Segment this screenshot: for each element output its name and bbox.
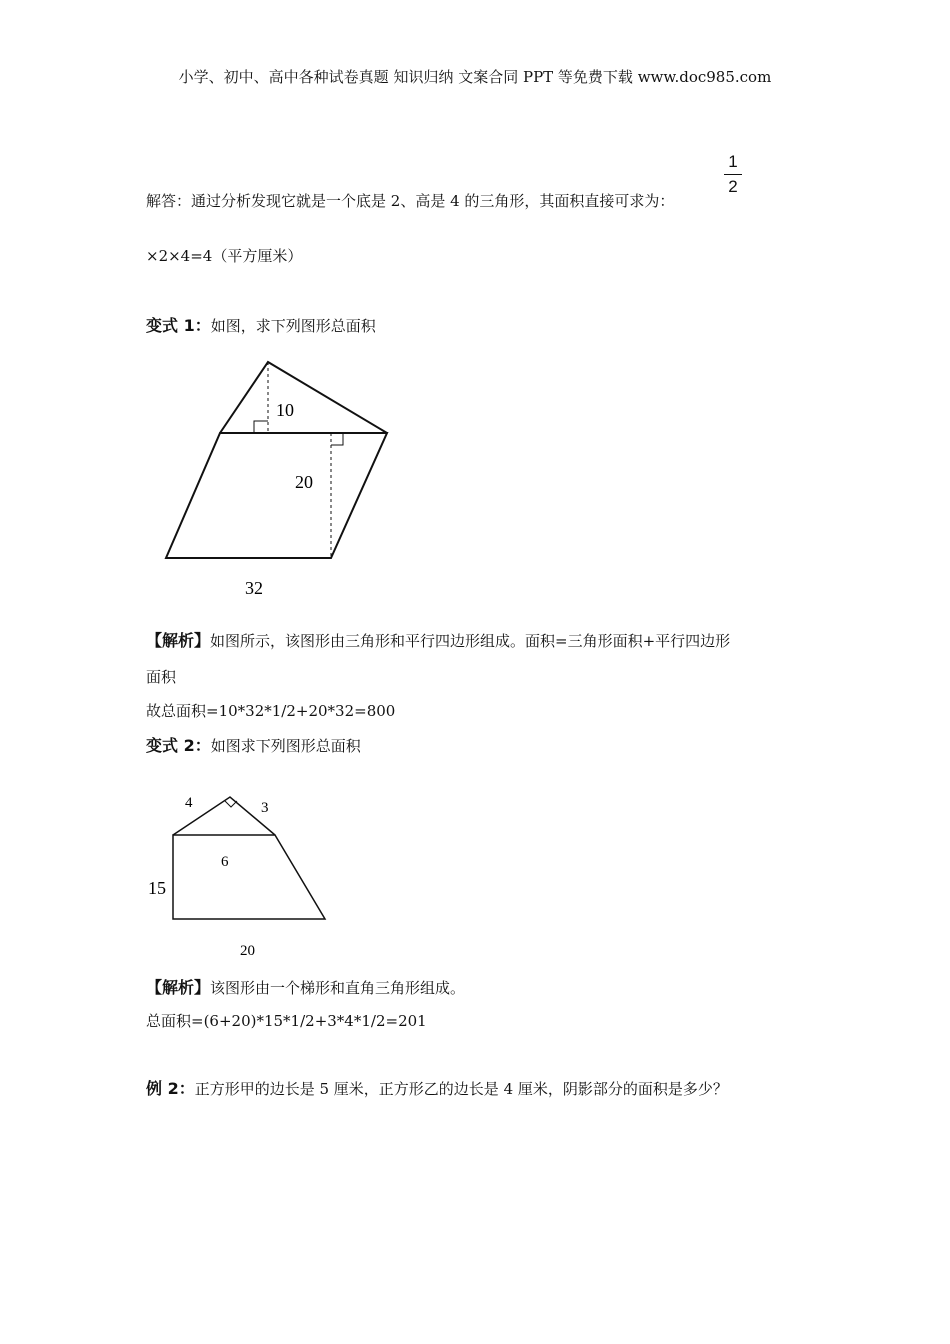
- analysis-text: 如图所示，该图形由三角形和平行四边形组成。面积=三角形面积+平行四边形: [210, 632, 731, 650]
- answer-continuation: ×2×4=4（平方厘米）: [146, 247, 303, 265]
- variant2-heading: [146, 733, 361, 756]
- variant1-heading: [146, 313, 376, 336]
- example2-question: 正方形甲的边长是 5 厘米，正方形乙的边长是 4 厘米，阴影部分的面积是多少？: [194, 1080, 728, 1098]
- fraction-one-half: [724, 152, 742, 197]
- example2-label: 例 2：: [146, 1079, 195, 1098]
- variant2-analysis: [146, 975, 465, 998]
- top-length-label: 6: [221, 854, 229, 870]
- fraction-denominator: 2: [728, 177, 738, 196]
- triangle-shape: [220, 362, 387, 433]
- trapezoid-shape: [173, 835, 325, 919]
- variant1-analysis-cont: 面积: [146, 668, 177, 686]
- analysis-text-2: 该图形由一个梯形和直角三角形组成。: [210, 979, 466, 997]
- triangle-height-label: 10: [276, 400, 294, 420]
- variant2-result: 总面积=(6+20)*15*1/2+3*4*1/2=201: [146, 1012, 427, 1030]
- variant1-result: 故总面积=10*32*1/2+20*32=800: [146, 702, 396, 720]
- answer-text: 解答：通过分析发现它就是一个底是 2、高是 4 的三角形，其面积直接可求为：: [146, 192, 675, 210]
- analysis-label-2: 【解析】: [146, 978, 211, 997]
- variant2-label: 变式 2：: [146, 736, 211, 755]
- variant1-analysis: [146, 628, 730, 651]
- variant1-figure: [160, 350, 400, 605]
- height-label: 15: [148, 878, 166, 898]
- variant1-label: 变式 1：: [146, 316, 211, 335]
- fraction-bar: [724, 174, 742, 175]
- analysis-label: 【解析】: [146, 631, 211, 650]
- variant2-figure: [140, 785, 340, 960]
- variant1-question: 如图，求下列图形总面积: [210, 317, 376, 335]
- page-header: 小学、初中、高中各种试卷真题 知识归纳 文案合同 PPT 等免费下载 www.doc985.com: [178, 68, 772, 86]
- base-label: 32: [245, 578, 263, 598]
- bottom-length-label: 20: [240, 943, 255, 959]
- fraction-numerator: 1: [728, 152, 738, 171]
- right-angle-mark-2: [331, 433, 343, 445]
- leg-a-label: 4: [185, 795, 193, 811]
- leg-b-label: 3: [261, 800, 269, 816]
- parallelogram-height-label: 20: [295, 472, 313, 492]
- right-angle-mark-1: [254, 421, 268, 433]
- variant2-question: 如图求下列图形总面积: [210, 737, 361, 755]
- example2-heading: [146, 1076, 728, 1099]
- parallelogram-shape: [166, 433, 387, 558]
